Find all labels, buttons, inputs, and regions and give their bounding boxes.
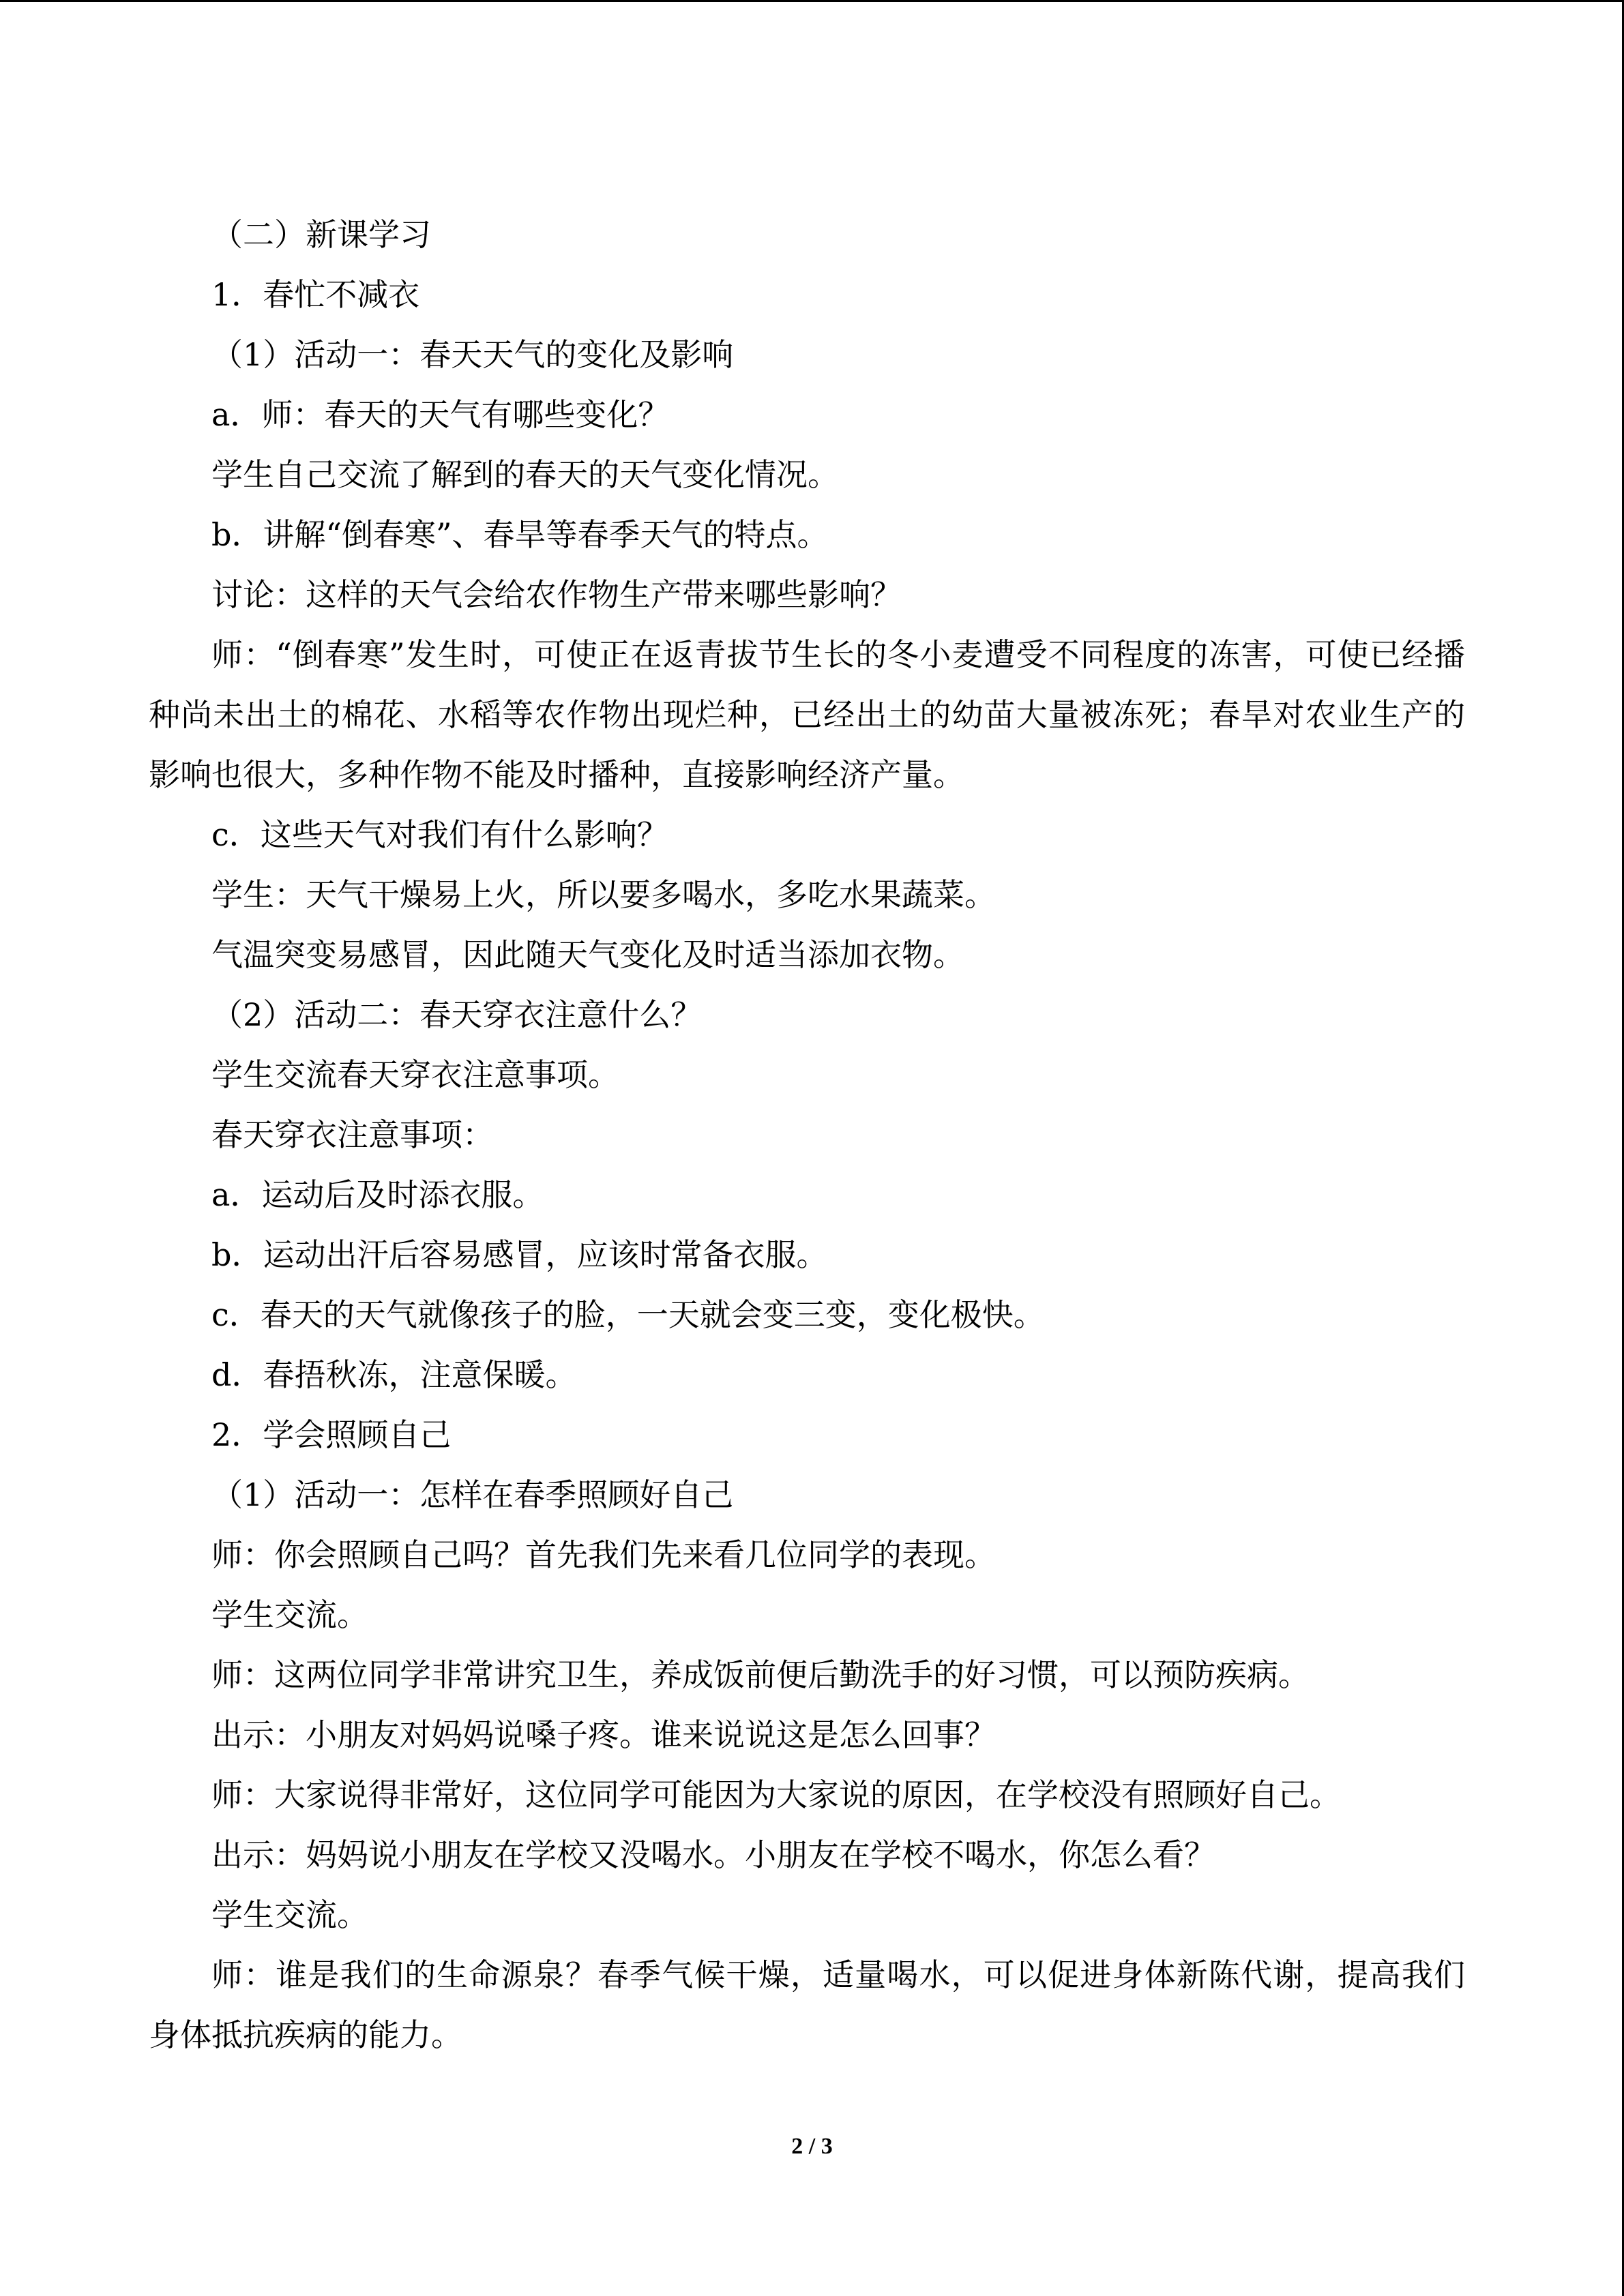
paragraph: c．这些天气对我们有什么影响？ [211,816,668,853]
list-item: d．春捂秋冻，注意保暖。 [211,1356,577,1393]
paragraph: b．讲解“倒春寒”、春旱等春季天气的特点。 [211,516,829,553]
list-item: a．运动后及时添衣服。 [211,1176,544,1213]
list-item: b．运动出汗后容易感冒，应该时常备衣服。 [211,1236,828,1273]
paragraph: 出示：小朋友对妈妈说嗓子疼。谁来说说这是怎么回事？ [211,1716,996,1753]
paragraph: 学生交流。 [211,1896,368,1933]
subheading-spring-clothing: 1．春忙不减衣 [211,276,420,313]
section-heading-new-lesson: （二）新课学习 [211,216,431,253]
paragraph: 学生交流春天穿衣注意事项。 [211,1056,619,1093]
page-top-border [0,0,1624,2]
paragraph: 师：谁是我们的生命源泉？春季气候干燥，适量喝水，可以促进身体新陈代谢，提高我们身体抵抗疾病的能力。 [149,1956,1465,2053]
paragraph: 学生交流。 [211,1596,368,1633]
paragraph: 学生自己交流了解到的春天的天气变化情况。 [211,456,839,493]
document-body [149,205,1465,2065]
paragraph: 春天穿衣注意事项： [211,1116,494,1153]
activity-heading: （1）活动一：春天天气的变化及影响 [211,336,734,373]
activity-heading: （2）活动二：春天穿衣注意什么？ [211,996,703,1033]
paragraph: 学生：天气干燥易上火，所以要多喝水，多吃水果蔬菜。 [211,876,996,913]
paragraph: 讨论：这样的天气会给农作物生产带来哪些影响？ [211,576,902,613]
activity-heading: （1）活动一：怎样在春季照顾好自己 [211,1476,734,1513]
subheading-self-care: 2．学会照顾自己 [211,1416,452,1453]
paragraph: a．师：春天的天气有哪些变化？ [211,396,670,433]
paragraph: 出示：妈妈说小朋友在学校又没喝水。小朋友在学校不喝水，你怎么看？ [211,1836,1215,1873]
paragraph: 师：大家说得非常好，这位同学可能因为大家说的原因，在学校没有照顾好自己。 [211,1776,1341,1813]
list-item: c．春天的天气就像孩子的脸，一天就会变三变，变化极快。 [211,1296,1045,1333]
page-number: 2 / 3 [791,2134,833,2159]
paragraph: 师：这两位同学非常讲究卫生，养成饭前便后勤洗手的好习惯，可以预防疾病。 [211,1656,1310,1693]
paragraph: 气温突变易感冒，因此随天气变化及时适当添加衣物。 [211,936,964,973]
paragraph: 师：你会照顾自己吗？首先我们先来看几位同学的表现。 [211,1536,996,1573]
paragraph: 师：“倒春寒”发生时，可使正在返青拔节生长的冬小麦遭受不同程度的冻害，可使已经播种尚未出土的棉花、水稻等农作物出现烂种，已经出土的幼苗大量被冻死；春旱对农业生产的影响也很大，多种作物不能及时播种，直接影响经济产量。 [149,636,1465,793]
